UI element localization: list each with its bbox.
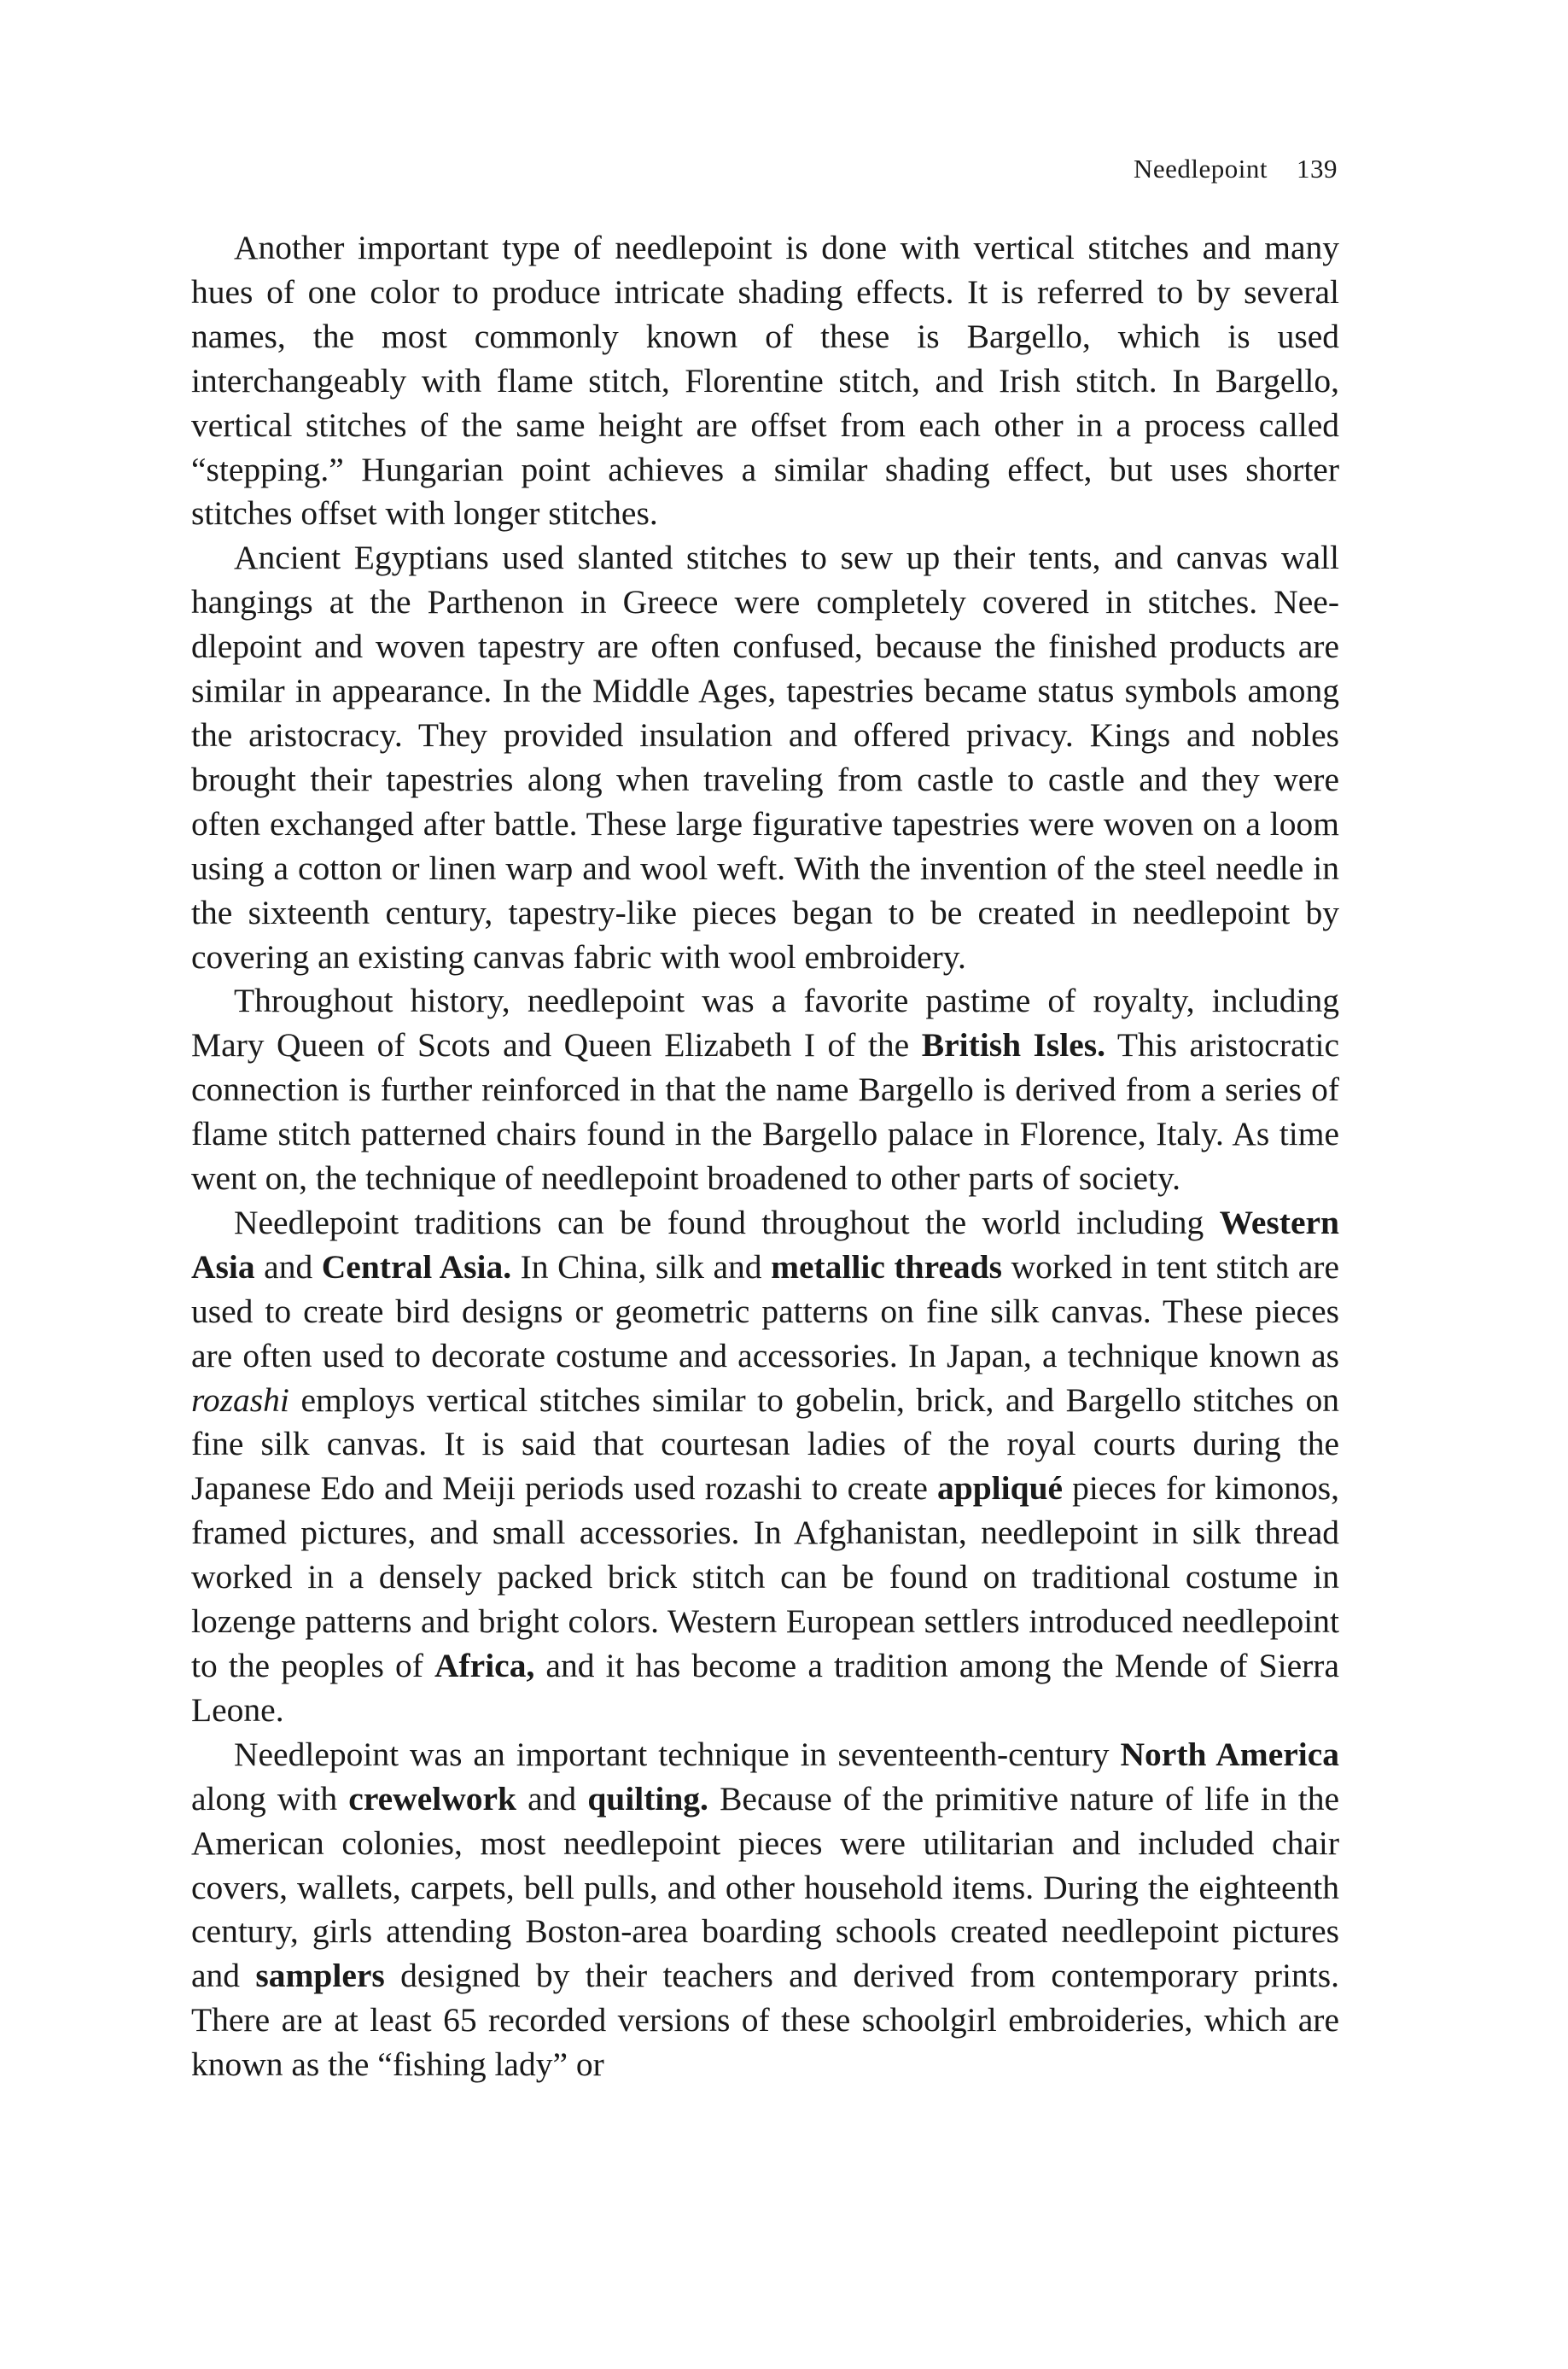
text-run: Needlepoint was an important technique in seventeenth-century (234, 1735, 1121, 1773)
text-run: This aristocratic connection is further reinforced in that the name Bargello is derived from a series of flame stitch patterned chairs found in the Bargello palace in Florence, Italy. As time went on, the technique of needlepoint broadened to other parts of society. (191, 1026, 1340, 1198)
italic-term: rozashi (191, 1380, 289, 1419)
text-run: Another important type of needlepoint is done with vertical stitches and many hues of one color to produce intricate shading effects. It is referred to by several names, the most commonly known of these is Bargello, which is used interchangeably with flame stitch, Florentine stitch, and Irish stitch. In Bargello, vertical stitches of the same height are offset from each other in a process called “stepping.” Hungarian point achieves a similar shading effect, but uses shorter stitches offset with longer stitches. (191, 229, 1339, 533)
text-run: and (254, 1247, 322, 1286)
text-run: worked in tent stitch are used to create bird designs or geometric patterns on fine silk canvas. These pieces are often used to decorate costume and accessories. In Japan, a technique known as (191, 1247, 1339, 1374)
bold-term: Central Asia. (321, 1247, 512, 1286)
text-run: along with (191, 1779, 349, 1818)
text-run: Throughout history, needlepoint was a favorite pastime of royalty, including Mary Queen of Scots and Queen Elizabeth I of the (191, 982, 1339, 1065)
body-text (191, 226, 1339, 2087)
text-run: designed by their teachers and derived from contemporary prints. There are at least 65 recorded versions of these schoolgirl embroideries, which are known as the “fishing lady” or (191, 1957, 1339, 2084)
page-number: 139 (1297, 154, 1338, 184)
paragraph (191, 1733, 1339, 2087)
bold-term: samplers (255, 1957, 385, 1995)
text-run: pieces for kimonos, framed pictures, and small accessories. In Afghanistan, needlepoint in silk thread worked in a densely packed brick stitch can be found on traditional costume in lozenge patterns and bright colors. Western European settlers introduced needlepoint to the peoples of (191, 1469, 1339, 1684)
paragraph (191, 979, 1339, 1201)
paragraph (191, 226, 1339, 536)
text-run: and it has become a tradition among the Mende of Sierra Leone. (191, 1647, 1339, 1729)
text-run: and (516, 1779, 588, 1818)
paragraph (191, 536, 1339, 979)
paragraph (191, 1201, 1339, 1733)
text-run: Because of the primitive nature of life in the American colonies, most needlepoint pieces were utilitarian and included chair covers, wallets, carpets, bell pulls, and other household items. During the eighteenth century, girls attending Boston-area boarding schools created needlepoint pictures and (191, 1779, 1339, 1995)
bold-term: quilting. (587, 1779, 708, 1818)
bold-term: appliqué (936, 1469, 1064, 1508)
running-head-title: Needlepoint (1133, 154, 1268, 184)
text-run: employs vertical stitches similar to gobelin, brick, and Bargello stitches on fine silk canvas. It is said that courtesan ladies of the royal courts during the Japanese Edo and Meiji periods used rozashi to create (191, 1380, 1339, 1508)
text-run: Needlepoint traditions can be found throughout the world including (234, 1203, 1220, 1241)
bold-term: crewelwork (348, 1779, 516, 1818)
bold-term: British Isles. (921, 1026, 1106, 1065)
text-run: In China, silk and (511, 1247, 772, 1286)
bold-term: Africa, (434, 1647, 535, 1684)
running-head (1134, 154, 1338, 184)
bold-term: metallic threads (771, 1247, 1003, 1286)
bold-term: Western Asia (191, 1203, 1339, 1286)
text-run: Ancient Egyptians used slanted stitches to sew up their tents, and canvas wall hangings at the Parthenon in Greece were completely covered in stitches. Needlepoint and woven tapestry are often confused, because the finished products are similar in appearance. In the Middle Ages, tapestries became status symbols among the aristocracy. They provided insulation and offered privacy. Kings and nobles brought their tapestries along when traveling from castle to castle and they were often exchanged after battle. These large figurative tapestries were woven on a loom using a cotton or linen warp and wool weft. With the invention of the steel needle in the sixteenth century, tapestry-like pieces began to be created in needlepoint by covering an existing canvas fabric with wool embroidery. (191, 539, 1339, 976)
bold-term: North America (1120, 1735, 1340, 1773)
